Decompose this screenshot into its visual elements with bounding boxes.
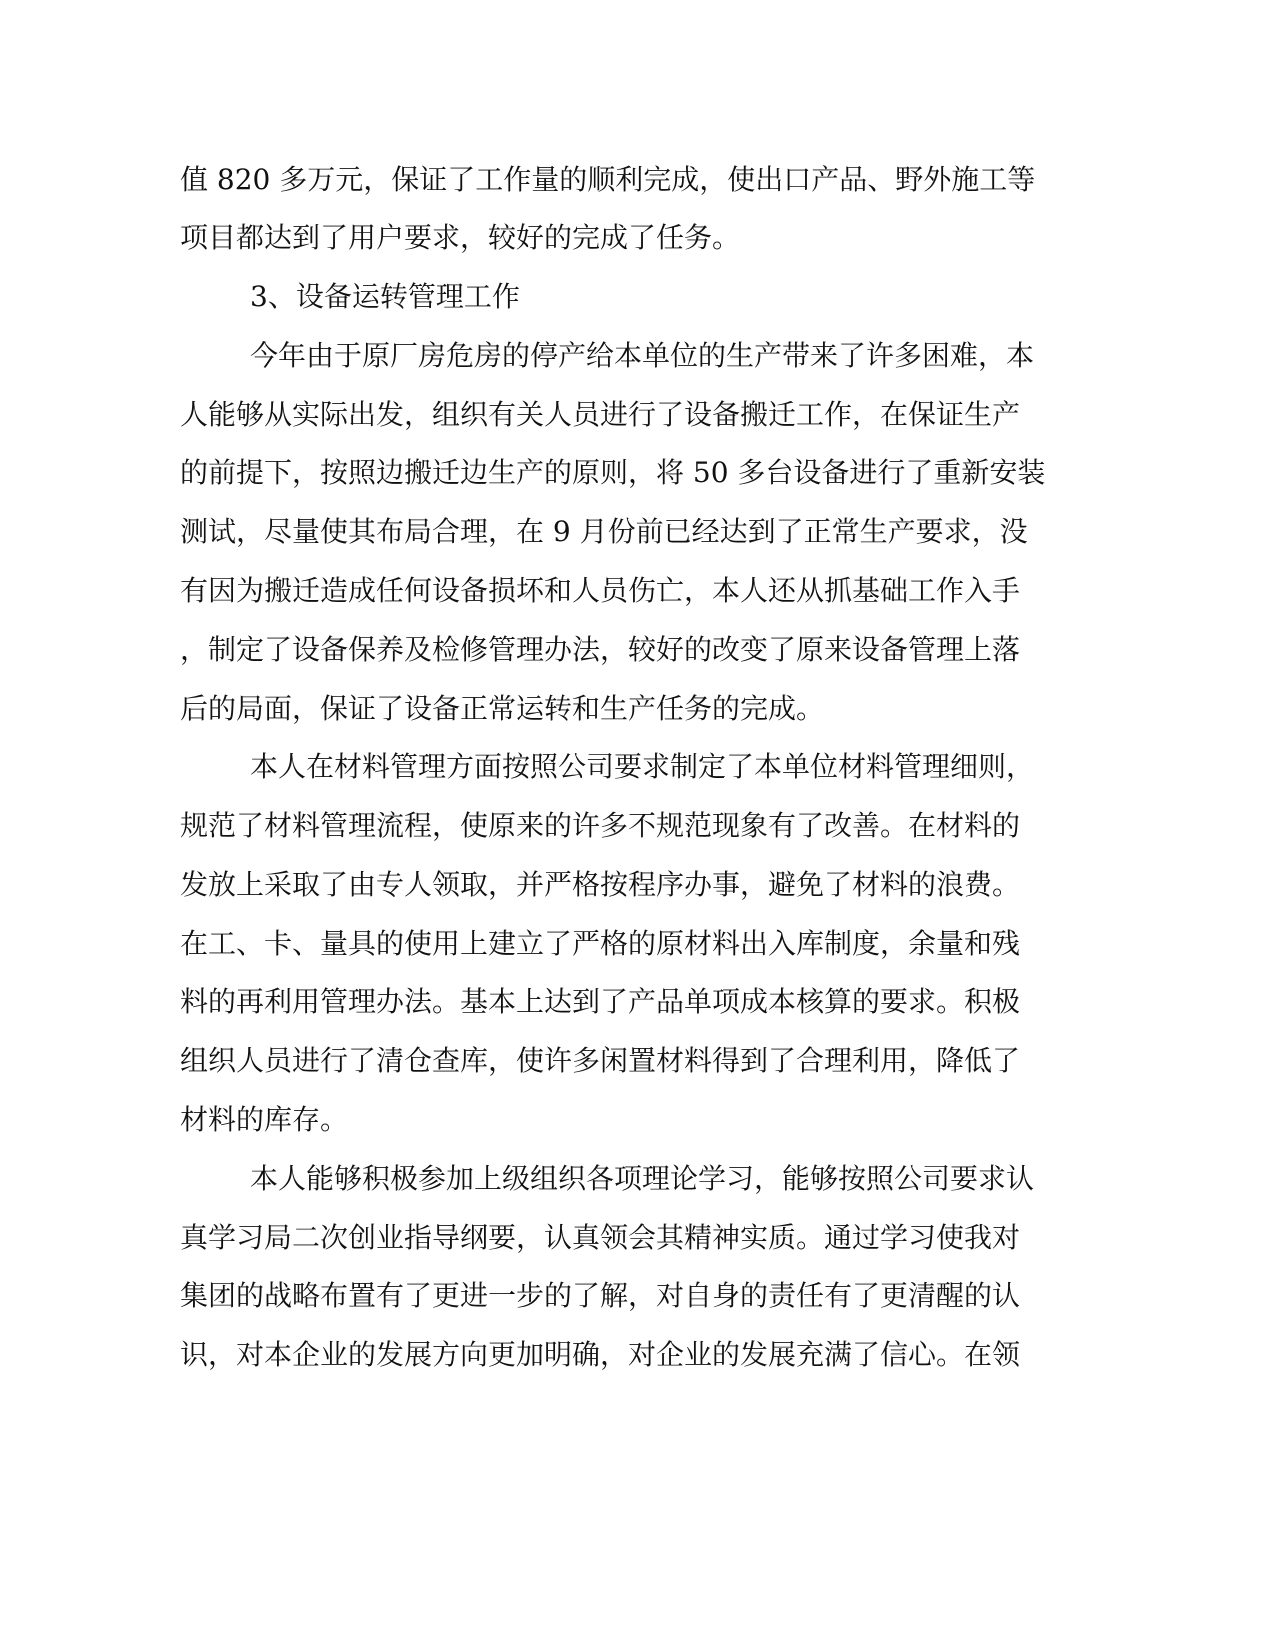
text-line: 规范了材料管理流程，使原来的许多不规范现象有了改善。在材料的 xyxy=(180,809,1021,842)
text-line: 测试，尽量使其布局合理，在 9 月份前已经达到了正常生产要求，没 xyxy=(180,515,1028,548)
text-line: 项目都达到了用户要求，较好的完成了任务。 xyxy=(180,221,741,254)
text-line: 有因为搬迁造成任何设备损坏和人员伤亡，本人还从抓基础工作入手 xyxy=(180,574,1021,607)
text-line: 材料的库存。 xyxy=(180,1103,349,1136)
text-line: 组织人员进行了清仓查库，使许多闲置材料得到了合理利用，降低了 xyxy=(180,1044,1021,1077)
text-line: 在工、卡、量具的使用上建立了严格的原材料出入库制度，余量和残 xyxy=(180,927,1021,960)
text-line: 料的再利用管理办法。基本上达到了产品单项成本核算的要求。积极 xyxy=(180,985,1021,1018)
text-line: 的前提下，按照边搬迁边生产的原则，将 50 多台设备进行了重新安装 xyxy=(180,456,1046,489)
text-line: 本人能够积极参加上级组织各项理论学习，能够按照公司要求认 xyxy=(250,1162,1035,1195)
text-line: 本人在材料管理方面按照公司要求制定了本单位材料管理细则， xyxy=(250,750,1035,783)
text-line: 识，对本企业的发展方向更加明确，对企业的发展充满了信心。在领 xyxy=(180,1338,1021,1371)
text-line: ，制定了设备保养及检修管理办法，较好的改变了原来设备管理上落 xyxy=(180,633,1021,666)
text-line: 今年由于原厂房危房的停产给本单位的生产带来了许多困难，本 xyxy=(250,339,1035,372)
text-line: 集团的战略布置有了更进一步的了解，对自身的责任有了更清醒的认 xyxy=(180,1279,1021,1312)
text-line: 值 820 多万元，保证了工作量的顺利完成，使出口产品、野外施工等 xyxy=(180,163,1036,196)
text-line: 人能够从实际出发，组织有关人员进行了设备搬迁工作，在保证生产 xyxy=(180,398,1021,431)
text-line: 真学习局二次创业指导纲要，认真领会其精神实质。通过学习使我对 xyxy=(180,1221,1021,1254)
section-heading: 3、设备运转管理工作 xyxy=(250,280,520,313)
text-line: 后的局面，保证了设备正常运转和生产任务的完成。 xyxy=(180,692,825,725)
text-line: 发放上采取了由专人领取，并严格按程序办事，避免了材料的浪费。 xyxy=(180,868,1021,901)
